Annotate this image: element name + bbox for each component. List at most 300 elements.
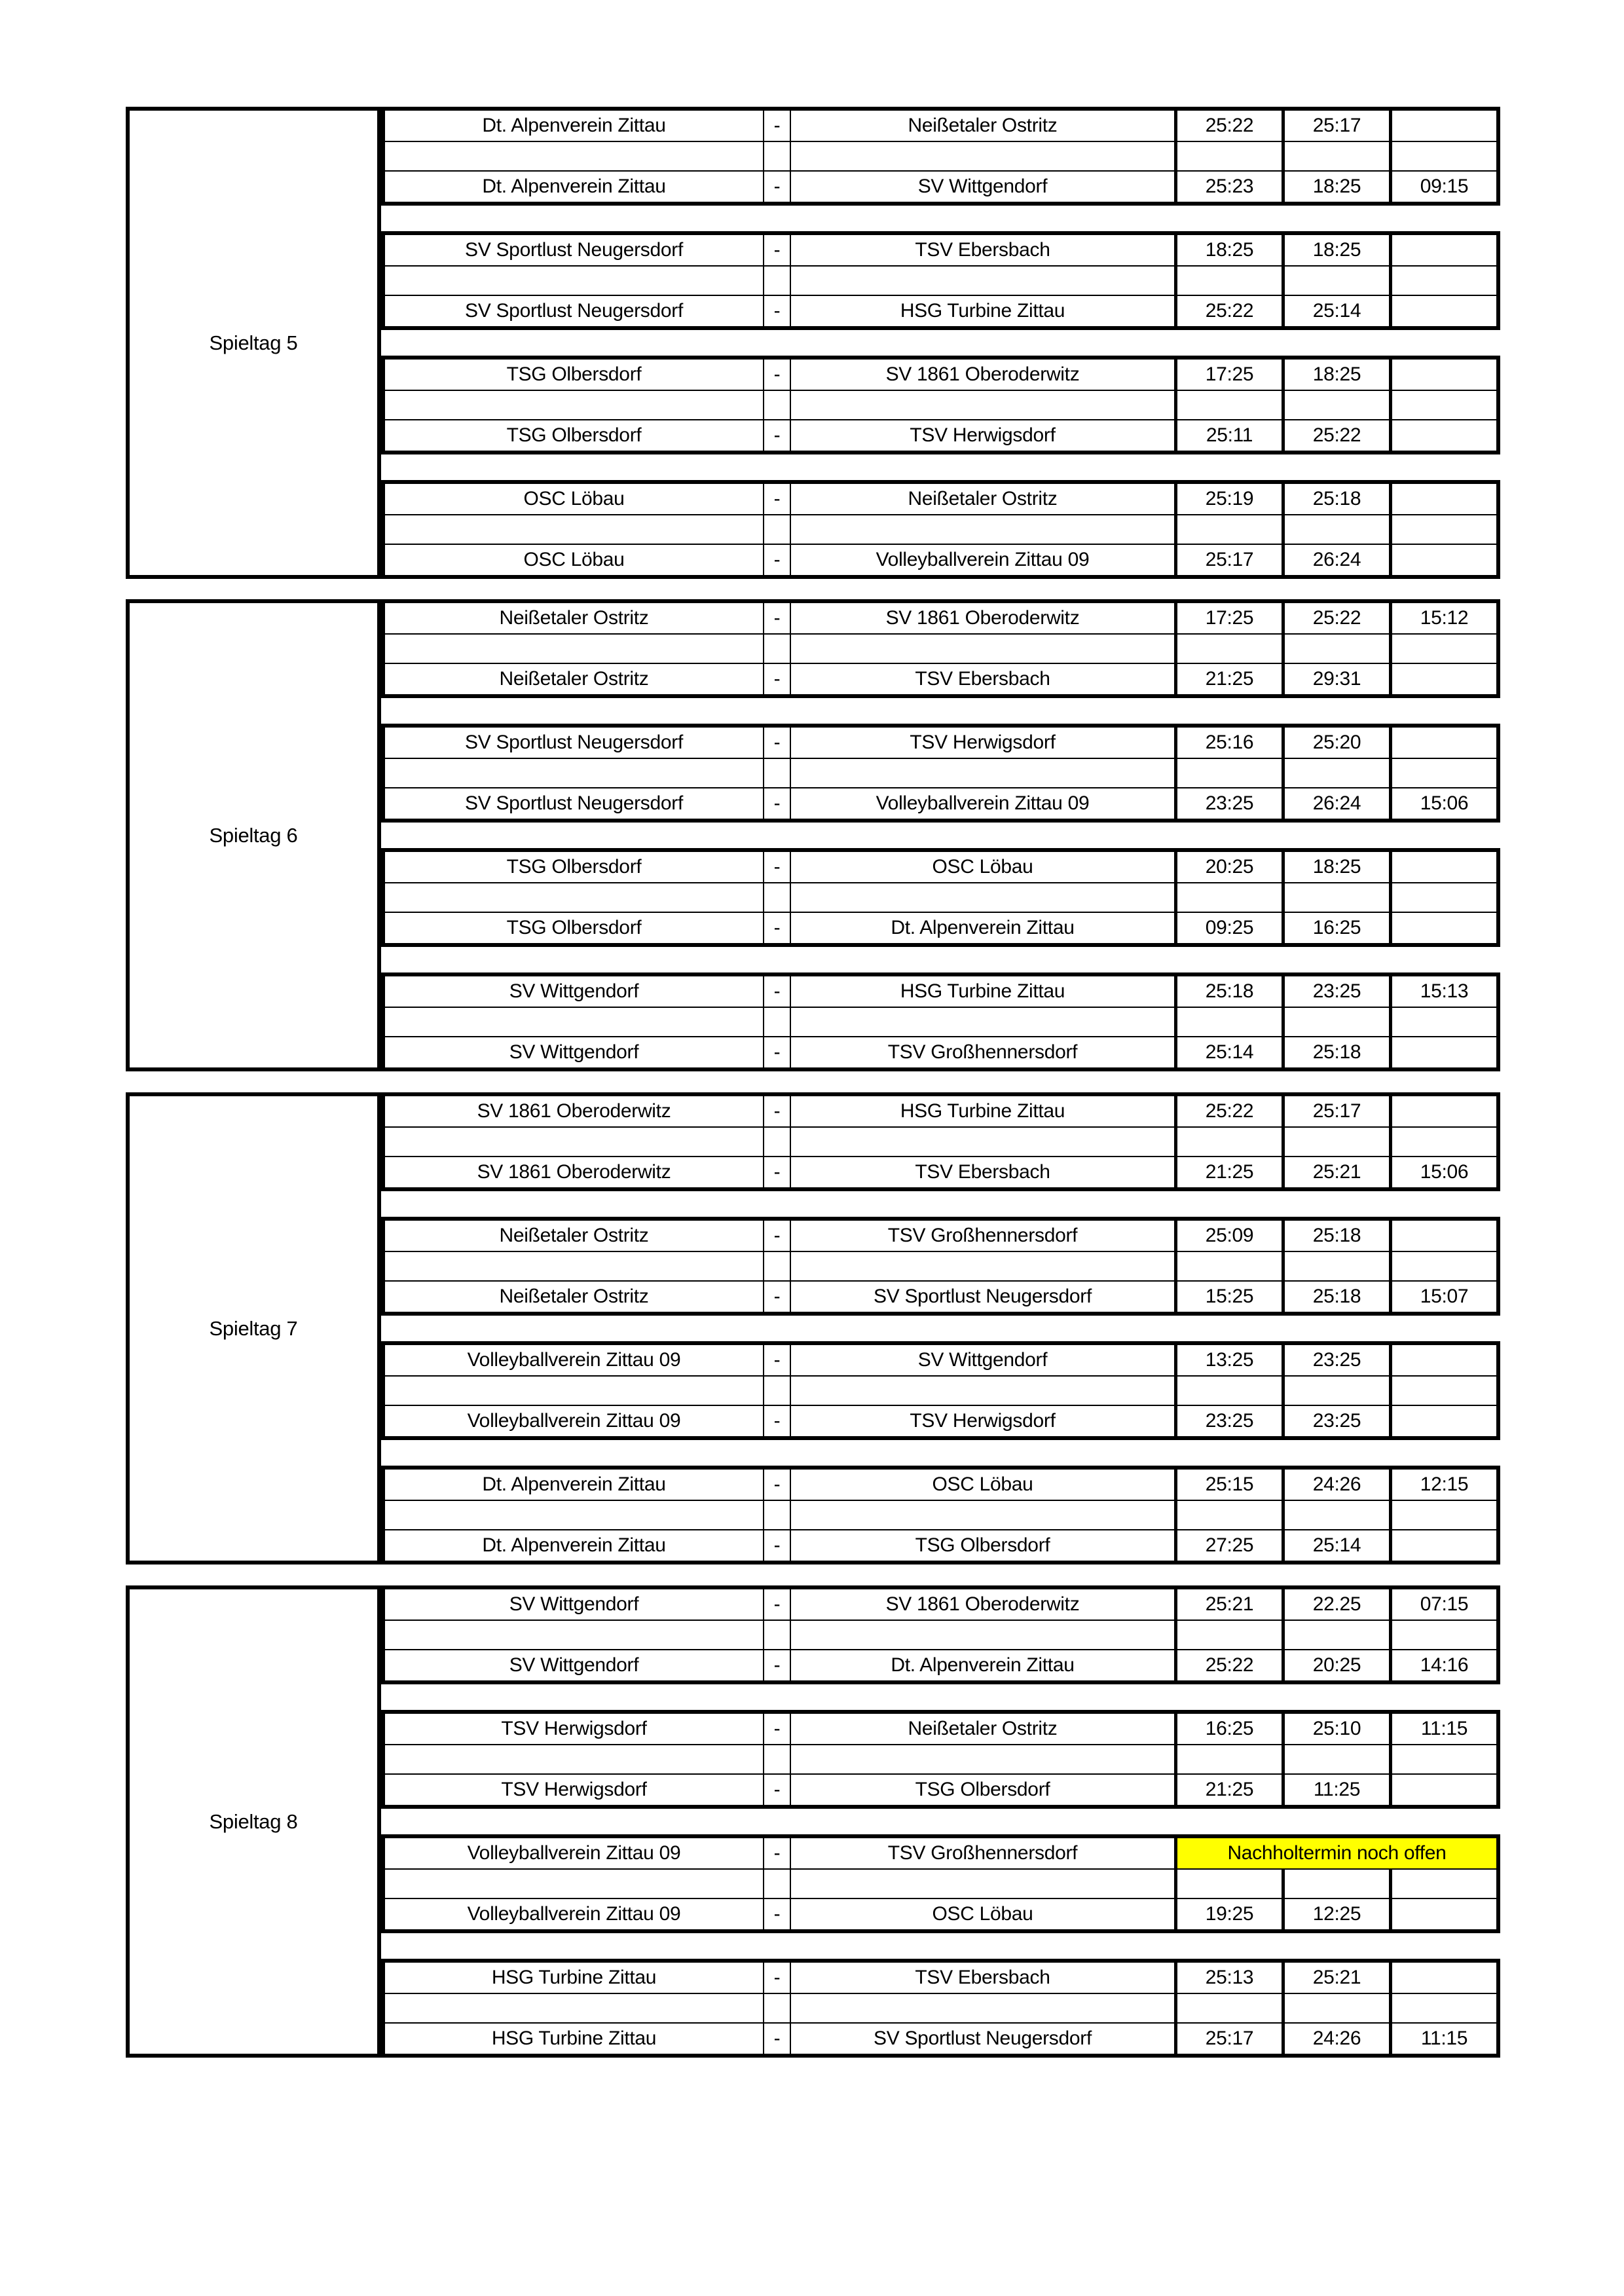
set2-score-cell: 26:24: [1282, 544, 1389, 575]
away-team-cell: TSV Großhennersdorf: [790, 1838, 1174, 1868]
home-team-cell: HSG Turbine Zittau: [385, 2022, 763, 2054]
set3-score-cell: [1389, 663, 1496, 694]
set2-score-cell: 25:17: [1282, 1096, 1389, 1126]
set3-score-cell: [1389, 1096, 1496, 1126]
away-team-cell: Volleyballverein Zittau 09: [790, 787, 1174, 819]
home-team-cell: SV Wittgendorf: [385, 1036, 763, 1067]
vs-dash: -: [763, 1898, 790, 1929]
spacer-cell: [763, 1500, 790, 1529]
vs-dash: -: [763, 1714, 790, 1744]
spacer-cell: [763, 882, 790, 912]
spacer-cell: [763, 390, 790, 419]
match-pair: [381, 972, 1500, 1071]
spacer-cell: [1389, 390, 1496, 419]
spacer-cell: [385, 758, 763, 787]
set1-score-cell: 25:22: [1174, 1649, 1282, 1680]
away-team-cell: OSC Löbau: [790, 1898, 1174, 1929]
set2-score-cell: 18:25: [1282, 235, 1389, 265]
away-team-cell: SV 1861 Oberoderwitz: [790, 1589, 1174, 1620]
set2-score-cell: 25:21: [1282, 1156, 1389, 1187]
spacer-cell: [1174, 1993, 1282, 2022]
set2-score-cell: 23:25: [1282, 976, 1389, 1007]
vs-dash: -: [763, 1036, 790, 1067]
spacer-cell: [790, 1375, 1174, 1405]
vs-dash: -: [763, 1221, 790, 1251]
home-team-cell: TSG Olbersdorf: [385, 419, 763, 451]
set3-score-cell: [1389, 728, 1496, 758]
away-team-cell: SV Wittgendorf: [790, 1345, 1174, 1375]
set1-score-cell: 25:16: [1174, 728, 1282, 758]
set2-score-cell: 25:18: [1282, 1036, 1389, 1067]
set1-score-cell: 19:25: [1174, 1898, 1282, 1929]
set1-score-cell: 25:17: [1174, 544, 1282, 575]
spacer-cell: [1282, 1744, 1389, 1773]
set3-score-cell: 14:16: [1389, 1649, 1496, 1680]
spacer-cell: [790, 1744, 1174, 1773]
set2-score-cell: 12:25: [1282, 1898, 1389, 1929]
vs-dash: -: [763, 1773, 790, 1805]
spacer-cell: [790, 1007, 1174, 1036]
away-team-cell: Dt. Alpenverein Zittau: [790, 912, 1174, 943]
set1-score-cell: 25:15: [1174, 1470, 1282, 1500]
set3-score-cell: 15:06: [1389, 787, 1496, 819]
set1-score-cell: 18:25: [1174, 235, 1282, 265]
spacer-cell: [385, 514, 763, 544]
spacer-cell: [763, 514, 790, 544]
set3-score-cell: 11:15: [1389, 1714, 1496, 1744]
spacer-cell: [763, 633, 790, 663]
set3-score-cell: [1389, 1529, 1496, 1561]
vs-dash: -: [763, 603, 790, 633]
home-team-cell: TSV Herwigsdorf: [385, 1773, 763, 1805]
set3-score-cell: [1389, 912, 1496, 943]
spacer-cell: [1174, 1744, 1282, 1773]
spacer-cell: [1174, 1007, 1282, 1036]
set3-score-cell: 11:15: [1389, 2022, 1496, 2054]
home-team-cell: SV 1861 Oberoderwitz: [385, 1156, 763, 1187]
home-team-cell: SV 1861 Oberoderwitz: [477, 1100, 671, 1122]
vs-dash: -: [763, 787, 790, 819]
spacer-cell: [1174, 1868, 1282, 1898]
set3-score-cell: 15:06: [1389, 1156, 1496, 1187]
set1-score-cell: 25:19: [1174, 484, 1282, 514]
spacer-cell: [1389, 514, 1496, 544]
match-pair: [381, 848, 1500, 947]
away-team-cell: Neißetaler Ostritz: [790, 484, 1174, 514]
spacer-cell: [1389, 141, 1496, 170]
away-team-cell: SV Wittgendorf: [790, 170, 1174, 202]
spacer-cell: [1389, 265, 1496, 295]
set1-score-cell: 25:22: [1174, 295, 1282, 326]
spacer-cell: [1174, 882, 1282, 912]
away-team-cell: Dt. Alpenverein Zittau: [790, 1649, 1174, 1680]
vs-dash: -: [763, 111, 790, 141]
home-team-cell: Dt. Alpenverein Zittau: [385, 170, 763, 202]
vs-dash: -: [763, 663, 790, 694]
set1-score-cell: 23:25: [1174, 1405, 1282, 1436]
set1-score-cell: 25:23: [1174, 170, 1282, 202]
match-pair: [381, 1466, 1500, 1565]
match-pair: [381, 480, 1500, 579]
spacer-cell: [1282, 633, 1389, 663]
set3-score-cell: [1389, 852, 1496, 882]
away-team-cell: SV 1861 Oberoderwitz: [790, 603, 1174, 633]
spacer-cell: [763, 1251, 790, 1280]
vs-dash: -: [763, 419, 790, 451]
set3-score-cell: 09:15: [1389, 170, 1496, 202]
set3-score-cell: [1389, 1773, 1496, 1805]
vs-dash: -: [763, 1838, 790, 1868]
set1-score-cell: 27:25: [1174, 1529, 1282, 1561]
away-team-cell: SV 1861 Oberoderwitz: [790, 360, 1174, 390]
home-team-cell: SV Sportlust Neugersdorf: [465, 239, 683, 261]
home-team-cell: SV Wittgendorf: [509, 1593, 639, 1615]
vs-dash: -: [763, 360, 790, 390]
vs-dash: -: [763, 170, 790, 202]
match-pair: [381, 1959, 1500, 2058]
spacer-cell: [385, 1868, 763, 1898]
vs-dash: -: [763, 1280, 790, 1312]
home-team-cell: SV Wittgendorf: [385, 1649, 763, 1680]
set3-score-cell: [1389, 111, 1496, 141]
spacer-cell: [1174, 758, 1282, 787]
set1-score-cell: 25:09: [1174, 1221, 1282, 1251]
postponed-note-cell: Nachholtermin noch offen: [1174, 1838, 1496, 1868]
vs-dash: -: [763, 484, 790, 514]
away-team-cell: Neißetaler Ostritz: [790, 1714, 1174, 1744]
vs-dash: -: [763, 1345, 790, 1375]
set1-score-cell: 25:22: [1174, 1096, 1282, 1126]
set1-score-cell: 21:25: [1174, 1773, 1282, 1805]
set1-score-cell: 21:25: [1174, 1156, 1282, 1187]
set2-score-cell: 29:31: [1282, 663, 1389, 694]
set1-score-cell: 16:25: [1174, 1714, 1282, 1744]
set2-score-cell: 25:21: [1282, 1963, 1389, 1993]
spacer-cell: [790, 1993, 1174, 2022]
vs-dash: -: [763, 1963, 790, 1993]
set2-score-cell: 16:25: [1282, 912, 1389, 943]
set2-score-cell: 18:25: [1282, 360, 1389, 390]
spacer-cell: [1389, 1251, 1496, 1280]
set3-score-cell: [1389, 544, 1496, 575]
spacer-cell: [1282, 1500, 1389, 1529]
spacer-cell: [1389, 1375, 1496, 1405]
spacer-cell: [1174, 1500, 1282, 1529]
set2-score-cell: 22.25: [1282, 1589, 1389, 1620]
set2-score-cell: 18:25: [1282, 852, 1389, 882]
set1-score-cell: 25:22: [1174, 111, 1282, 141]
home-team-cell: SV Sportlust Neugersdorf: [465, 731, 683, 753]
home-team-cell: TSG Olbersdorf: [506, 363, 642, 385]
spacer-cell: [790, 1620, 1174, 1649]
vs-dash: -: [763, 1470, 790, 1500]
spacer-cell: [1282, 1375, 1389, 1405]
away-team-cell: HSG Turbine Zittau: [790, 295, 1174, 326]
set3-score-cell: 15:13: [1389, 976, 1496, 1007]
vs-dash: -: [763, 1156, 790, 1187]
set3-score-cell: [1389, 484, 1496, 514]
match-pair: [381, 724, 1500, 823]
spacer-cell: [385, 1744, 763, 1773]
spacer-cell: [790, 141, 1174, 170]
away-team-cell: SV Sportlust Neugersdorf: [790, 1280, 1174, 1312]
spacer-cell: [790, 265, 1174, 295]
spacer-cell: [763, 1868, 790, 1898]
match-pair: [381, 1710, 1500, 1809]
vs-dash: -: [763, 295, 790, 326]
set3-score-cell: [1389, 295, 1496, 326]
home-team-cell: HSG Turbine Zittau: [491, 1967, 657, 1988]
spacer-cell: [763, 265, 790, 295]
set1-score-cell: 25:21: [1174, 1589, 1282, 1620]
set2-score-cell: 25:14: [1282, 1529, 1389, 1561]
home-team-cell: SV Wittgendorf: [509, 980, 639, 1002]
spieltag-label: Spieltag 8: [126, 1585, 381, 2058]
set3-score-cell: [1389, 1963, 1496, 1993]
spacer-cell: [1174, 1375, 1282, 1405]
spacer-cell: [385, 265, 763, 295]
away-team-cell: TSV Ebersbach: [790, 235, 1174, 265]
set2-score-cell: 25:18: [1282, 1221, 1389, 1251]
away-team-cell: TSV Ebersbach: [790, 663, 1174, 694]
spacer-cell: [1282, 1007, 1389, 1036]
spacer-cell: [1282, 1868, 1389, 1898]
vs-dash: -: [763, 1589, 790, 1620]
spacer-cell: [1174, 265, 1282, 295]
spacer-cell: [790, 1868, 1174, 1898]
set1-score-cell: 21:25: [1174, 663, 1282, 694]
set2-score-cell: 24:26: [1282, 2022, 1389, 2054]
match-pair: [381, 1217, 1500, 1316]
match-pair: [381, 1585, 1500, 1684]
set3-score-cell: 15:12: [1389, 603, 1496, 633]
home-team-cell: Dt. Alpenverein Zittau: [482, 115, 666, 136]
spacer-cell: [1174, 1126, 1282, 1156]
set1-score-cell: 09:25: [1174, 912, 1282, 943]
away-team-cell: TSV Ebersbach: [790, 1963, 1174, 1993]
set1-score-cell: 25:14: [1174, 1036, 1282, 1067]
away-team-cell: TSV Großhennersdorf: [790, 1036, 1174, 1067]
away-team-cell: HSG Turbine Zittau: [790, 976, 1174, 1007]
spacer-cell: [763, 1620, 790, 1649]
set3-score-cell: 12:15: [1389, 1470, 1496, 1500]
spacer-cell: [763, 1744, 790, 1773]
spacer-cell: [1282, 1126, 1389, 1156]
spacer-cell: [385, 1126, 763, 1156]
set2-score-cell: 25:20: [1282, 728, 1389, 758]
spacer-cell: [763, 758, 790, 787]
home-team-cell: Volleyballverein Zittau 09: [467, 1349, 681, 1371]
spacer-cell: [1174, 1620, 1282, 1649]
spacer-cell: [763, 141, 790, 170]
spacer-cell: [385, 1007, 763, 1036]
spacer-cell: [385, 141, 763, 170]
home-team-cell: Volleyballverein Zittau 09: [385, 1898, 763, 1929]
set1-score-cell: 13:25: [1174, 1345, 1282, 1375]
match-pair: [381, 356, 1500, 454]
spacer-cell: [1174, 390, 1282, 419]
spacer-cell: [1389, 633, 1496, 663]
spacer-cell: [1389, 1620, 1496, 1649]
spacer-cell: [790, 390, 1174, 419]
set1-score-cell: 25:18: [1174, 976, 1282, 1007]
spacer-cell: [1282, 758, 1389, 787]
set3-score-cell: [1389, 1898, 1496, 1929]
home-team-cell: Volleyballverein Zittau 09: [467, 1842, 681, 1864]
spacer-cell: [1282, 514, 1389, 544]
away-team-cell: SV Sportlust Neugersdorf: [790, 2022, 1174, 2054]
vs-dash: -: [763, 1405, 790, 1436]
vs-dash: -: [763, 1649, 790, 1680]
spacer-cell: [1282, 1620, 1389, 1649]
spacer-cell: [1282, 141, 1389, 170]
set1-score-cell: 25:11: [1174, 419, 1282, 451]
spacer-cell: [1389, 1868, 1496, 1898]
away-team-cell: TSV Großhennersdorf: [790, 1221, 1174, 1251]
spacer-cell: [790, 1500, 1174, 1529]
spacer-cell: [1282, 1251, 1389, 1280]
set3-score-cell: [1389, 419, 1496, 451]
spacer-cell: [1282, 390, 1389, 419]
spacer-cell: [790, 514, 1174, 544]
away-team-cell: TSV Ebersbach: [790, 1156, 1174, 1187]
vs-dash: -: [763, 2022, 790, 2054]
home-team-cell: SV Sportlust Neugersdorf: [385, 295, 763, 326]
home-team-cell: Volleyballverein Zittau 09: [385, 1405, 763, 1436]
spacer-cell: [385, 882, 763, 912]
spacer-cell: [385, 1375, 763, 1405]
spacer-cell: [1174, 514, 1282, 544]
spieltag-block: [126, 1585, 1500, 2058]
vs-dash: -: [763, 544, 790, 575]
home-team-cell: Neißetaler Ostritz: [499, 607, 649, 629]
match-pair: [381, 107, 1500, 206]
spieltag-block: [126, 107, 1500, 579]
spieltag-label: Spieltag 6: [126, 599, 381, 1071]
match-pair: [381, 231, 1500, 330]
set2-score-cell: 23:25: [1282, 1405, 1389, 1436]
vs-dash: -: [763, 728, 790, 758]
home-team-cell: Neißetaler Ostritz: [385, 663, 763, 694]
vs-dash: -: [763, 976, 790, 1007]
set2-score-cell: 25:22: [1282, 603, 1389, 633]
vs-dash: -: [763, 1096, 790, 1126]
vs-dash: -: [763, 235, 790, 265]
set2-score-cell: 25:17: [1282, 111, 1389, 141]
spacer-cell: [763, 1007, 790, 1036]
set3-score-cell: 15:07: [1389, 1280, 1496, 1312]
spieltag-label: Spieltag 5: [126, 107, 381, 579]
spacer-cell: [1282, 1993, 1389, 2022]
spacer-cell: [1389, 1500, 1496, 1529]
away-team-cell: TSV Herwigsdorf: [790, 419, 1174, 451]
home-team-cell: Neißetaler Ostritz: [499, 1225, 649, 1246]
home-team-cell: TSG Olbersdorf: [385, 912, 763, 943]
spacer-cell: [763, 1993, 790, 2022]
set1-score-cell: 23:25: [1174, 787, 1282, 819]
set2-score-cell: 26:24: [1282, 787, 1389, 819]
set3-score-cell: [1389, 1405, 1496, 1436]
match-pair: [381, 1092, 1500, 1191]
spacer-cell: [1389, 1993, 1496, 2022]
vs-dash: -: [763, 912, 790, 943]
spacer-cell: [1174, 141, 1282, 170]
set2-score-cell: 25:14: [1282, 295, 1389, 326]
spacer-cell: [790, 882, 1174, 912]
spacer-cell: [1389, 1126, 1496, 1156]
set1-score-cell: 17:25: [1174, 360, 1282, 390]
away-team-cell: HSG Turbine Zittau: [790, 1096, 1174, 1126]
set2-score-cell: 25:22: [1282, 419, 1389, 451]
vs-dash: -: [763, 852, 790, 882]
home-team-cell: OSC Löbau: [523, 488, 625, 509]
home-team-cell: Neißetaler Ostritz: [385, 1280, 763, 1312]
home-team-cell: Dt. Alpenverein Zittau: [482, 1473, 666, 1495]
home-team-cell: TSV Herwigsdorf: [501, 1718, 647, 1739]
spacer-cell: [1282, 265, 1389, 295]
vs-dash: -: [763, 1529, 790, 1561]
set3-score-cell: [1389, 235, 1496, 265]
set2-score-cell: 24:26: [1282, 1470, 1389, 1500]
spacer-cell: [790, 633, 1174, 663]
away-team-cell: TSG Olbersdorf: [790, 1773, 1174, 1805]
set3-score-cell: [1389, 1221, 1496, 1251]
spacer-cell: [763, 1126, 790, 1156]
home-team-cell: TSG Olbersdorf: [506, 856, 642, 878]
spacer-cell: [1174, 633, 1282, 663]
spacer-cell: [1389, 758, 1496, 787]
set2-score-cell: 11:25: [1282, 1773, 1389, 1805]
home-team-cell: SV Sportlust Neugersdorf: [385, 787, 763, 819]
spacer-cell: [790, 758, 1174, 787]
spacer-cell: [1282, 882, 1389, 912]
away-team-cell: TSV Herwigsdorf: [790, 1405, 1174, 1436]
away-team-cell: OSC Löbau: [790, 1470, 1174, 1500]
spacer-cell: [385, 633, 763, 663]
spacer-cell: [1389, 1744, 1496, 1773]
set2-score-cell: 25:10: [1282, 1714, 1389, 1744]
spacer-cell: [1389, 882, 1496, 912]
spacer-cell: [385, 390, 763, 419]
away-team-cell: Neißetaler Ostritz: [790, 111, 1174, 141]
spacer-cell: [1389, 1007, 1496, 1036]
away-team-cell: TSV Herwigsdorf: [790, 728, 1174, 758]
match-pair: [381, 1341, 1500, 1440]
set3-score-cell: [1389, 1036, 1496, 1067]
set2-score-cell: 25:18: [1282, 1280, 1389, 1312]
set1-score-cell: 15:25: [1174, 1280, 1282, 1312]
set3-score-cell: [1389, 1345, 1496, 1375]
spieltag-block: [126, 599, 1500, 1071]
set1-score-cell: 25:13: [1174, 1963, 1282, 1993]
spacer-cell: [1174, 1251, 1282, 1280]
spacer-cell: [385, 1500, 763, 1529]
home-team-cell: OSC Löbau: [385, 544, 763, 575]
away-team-cell: OSC Löbau: [790, 852, 1174, 882]
set3-score-cell: 07:15: [1389, 1589, 1496, 1620]
spieltag-label: Spieltag 7: [126, 1092, 381, 1565]
set1-score-cell: 20:25: [1174, 852, 1282, 882]
home-team-cell: Dt. Alpenverein Zittau: [385, 1529, 763, 1561]
set1-score-cell: 17:25: [1174, 603, 1282, 633]
set1-score-cell: 25:17: [1174, 2022, 1282, 2054]
spieltag-block: [126, 1092, 1500, 1565]
match-pair: [381, 599, 1500, 698]
set3-score-cell: [1389, 360, 1496, 390]
spacer-cell: [385, 1251, 763, 1280]
set2-score-cell: 18:25: [1282, 170, 1389, 202]
set2-score-cell: 20:25: [1282, 1649, 1389, 1680]
